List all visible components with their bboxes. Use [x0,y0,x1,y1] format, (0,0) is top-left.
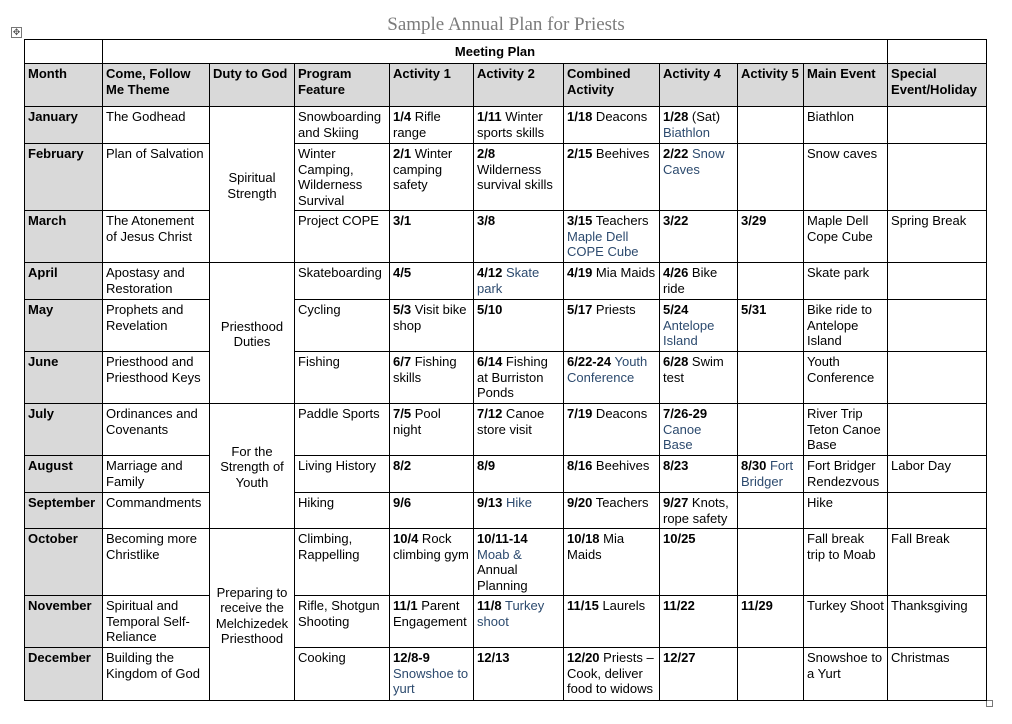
main-event-cell: River Trip Teton Canoe Base [804,404,888,456]
activity-4-link-text[interactable]: Snow Caves [663,146,725,177]
activity-5-cell [738,404,804,456]
activity-5-date: 3/29 [741,213,767,228]
activity-2-date: 6/14 [477,354,503,369]
theme-cell: Priesthood and Priesthood Keys [103,352,210,404]
feature-cell: Snowboarding and Skiing [295,107,390,144]
activity-2-date: 4/12 [477,265,503,280]
activity-2-date: 12/13 [477,650,510,665]
activity-4-cell [660,352,738,404]
activity-1-cell [390,211,474,263]
activity-1-cell [390,107,474,144]
header-activity-1: Activity 1 [390,64,474,107]
feature-cell: Fishing [295,352,390,404]
activity-4-text: (Sat) [688,109,721,124]
activity-2-link-text[interactable]: Moab & [477,546,522,562]
activity-1-text: Winter camping safety [393,146,453,192]
blank-cell [25,40,103,64]
month-cell: November [25,596,103,648]
activity-5-date: 8/30 [741,458,767,473]
feature-cell: Project COPE [295,211,390,263]
meeting-plan-row [25,40,987,64]
header-main-event: Main Event [804,64,888,107]
special-event-cell: Spring Break [888,211,987,263]
month-cell: January [25,107,103,144]
activity-4-date: 11/22 [663,598,695,613]
duty-cell: Spiritual Strength [210,107,295,263]
activity-4-date: 1/28 [663,109,689,124]
activity-2-link-text[interactable]: Skate park [477,265,540,296]
special-event-cell [888,263,987,300]
activity-5-cell [738,107,804,144]
activity-4-date: 10/25 [663,531,696,546]
activity-5-cell [738,529,804,596]
activity-5-link-text[interactable]: Fort Bridger [741,458,794,489]
activity-1-cell [390,456,474,493]
main-event-cell: Maple Dell Cope Cube [804,211,888,263]
activity-1-date: 2/1 [393,146,412,161]
activity-5-date: 11/29 [741,598,773,613]
combined-activity-date: 8/16 [567,458,593,473]
combined-activity-date: 9/20 [567,495,593,510]
activity-4-text: Knots, rope safety [663,495,729,526]
activity-5-cell [738,648,804,701]
main-event-cell: Snow caves [804,144,888,211]
activity-4-date: 9/27 [663,495,689,510]
activity-2-date: 1/11 [477,109,502,124]
activity-4-date: 3/22 [663,213,689,228]
activity-2-cell [474,456,564,493]
theme-cell: Spiritual and Temporal Self-Reliance [103,596,210,648]
table-row [25,144,987,211]
activity-2-date: 11/8 [477,598,502,613]
month-cell: August [25,456,103,493]
activity-5-cell [738,352,804,404]
combined-activity-text: Beehives [592,458,650,473]
activity-2-cell [474,107,564,144]
theme-cell: Commandments [103,493,210,529]
combined-activity-text: Deacons [592,406,648,421]
activity-2-text: Annual Planning [477,562,528,593]
feature-cell: Living History [295,456,390,493]
activity-2-cell [474,404,564,456]
activity-4-date: 7/26-29 [663,406,708,421]
activity-1-text: Fishing skills [393,354,457,385]
activity-1-date: 1/4 [393,109,412,124]
main-event-cell: Skate park [804,263,888,300]
activity-2-date: 7/12 [477,406,503,421]
activity-4-cell [660,404,738,456]
activity-2-cell [474,263,564,300]
month-cell: April [25,263,103,300]
activity-2-cell [474,300,564,352]
theme-cell: Prophets and Revelation [103,300,210,352]
month-cell: February [25,144,103,211]
activity-4-cell [660,456,738,493]
header-activity-4: Activity 4 [660,64,738,107]
table-row [25,648,987,701]
activity-1-date: 7/5 [393,406,412,421]
theme-cell: Building the Kingdom of God [103,648,210,701]
combined-activity-text: Teachers [592,213,649,228]
document-title: Sample Annual Plan for Priests [387,14,625,35]
activity-2-cell [474,596,564,648]
combined-activity-cell [564,493,660,529]
activity-5-cell [738,456,804,493]
combined-activity-text: Teachers [592,495,649,510]
combined-activity-date: 5/17 [567,302,593,317]
activity-4-date: 4/26 [663,265,689,280]
main-event-cell: Biathlon [804,107,888,144]
activity-1-date: 3/1 [393,213,412,228]
combined-activity-cell [564,300,660,352]
feature-cell: Rifle, Shotgun Shooting [295,596,390,648]
activity-2-text: Canoe store visit [477,406,545,437]
special-event-cell [888,300,987,352]
activity-1-cell [390,352,474,404]
activity-4-date: 8/23 [663,458,689,473]
header-duty: Duty to God [210,64,295,107]
activity-2-link-text[interactable]: Turkey shoot [477,598,545,629]
activity-1-date: 12/8-9 [393,650,430,665]
theme-cell: Plan of Salvation [103,144,210,211]
table-row [25,107,987,144]
activity-4-text: Bike ride [663,265,718,296]
activity-4-cell [660,144,738,211]
month-cell: March [25,211,103,263]
activity-2-cell [474,529,564,596]
activity-4-date: 12/27 [663,650,696,665]
table-resize-handle[interactable] [986,700,993,707]
table-row [25,300,987,352]
meeting-plan-header: Meeting Plan [103,40,888,64]
activity-1-text: Parent Engagement [393,598,467,629]
combined-activity-cell [564,596,660,648]
activity-2-date: 9/13 [477,495,503,510]
activity-1-date: 11/1 [393,598,418,613]
combined-activity-cell [564,144,660,211]
activity-1-cell [390,300,474,352]
duty-cell: For the Strength of Youth [210,404,295,529]
activity-1-link-text[interactable]: Snowshoe to yurt [393,665,469,696]
combined-activity-text: Priests – Cook, deliver food to widows [567,650,654,696]
theme-cell: Marriage and Family [103,456,210,493]
special-event-cell: Fall Break [888,529,987,596]
activity-1-date: 5/3 [393,302,412,317]
table-row [25,352,987,404]
table-row [25,211,987,263]
header-special: Special Event/Holiday [888,64,987,107]
special-event-cell [888,144,987,211]
activity-4-cell [660,211,738,263]
activity-1-cell [390,596,474,648]
activity-2-date: 5/10 [477,302,503,317]
main-event-cell: Turkey Shoot [804,596,888,648]
theme-cell: Ordinances and Covenants [103,404,210,456]
combined-activity-cell [564,456,660,493]
combined-activity-date: 11/15 [567,598,599,613]
activity-4-cell [660,493,738,529]
table-move-handle-icon[interactable]: ✥ [12,27,21,37]
main-event-cell: Youth Conference [804,352,888,404]
combined-activity-date: 2/15 [567,146,593,161]
combined-activity-cell [564,648,660,701]
activity-2-date: 2/8 [477,146,496,161]
activity-1-text: Rock climbing gym [393,531,469,562]
theme-cell: Apostasy and Restoration [103,263,210,300]
activity-1-text: Visit bike shop [393,302,467,333]
combined-activity-text: Priests [592,302,636,317]
activity-2-cell [474,352,564,404]
activity-1-date: 9/6 [393,495,412,510]
table-row [25,404,987,456]
theme-cell: The Atonement of Jesus Christ [103,211,210,263]
activity-2-text: Wilderness survival skills [477,161,553,192]
table-row [25,596,987,648]
combined-activity-date: 10/18 [567,531,600,546]
combined-activity-cell [564,352,660,404]
activity-2-cell [474,211,564,263]
column-header-row [25,64,987,107]
combined-activity-date: 12/20 [567,650,600,665]
activity-2-date: 10/11-14 [477,531,528,546]
activity-4-date: 5/24 [663,302,689,317]
activity-1-cell [390,263,474,300]
activity-2-text: Fishing at Burriston Ponds [477,354,548,400]
activity-4-link-text[interactable]: Biathlon [663,124,710,140]
combined-activity-cell [564,107,660,144]
header-combined: Combined Activity [564,64,660,107]
activity-4-cell [660,107,738,144]
combined-activity-cell [564,263,660,300]
activity-2-date: 8/9 [477,458,496,473]
feature-cell: Hiking [295,493,390,529]
activity-4-cell [660,529,738,596]
month-cell: July [25,404,103,456]
combined-activity-text: Mia Maids [567,531,625,562]
combined-activity-date: 6/22-24 [567,354,612,369]
combined-activity-cell [564,529,660,596]
header-theme: Come, Follow Me Theme [103,64,210,107]
header-feature: Program Feature [295,64,390,107]
activity-2-date: 3/8 [477,213,496,228]
main-event-cell: Fort Bridger Rendezvous [804,456,888,493]
activity-1-cell [390,144,474,211]
activity-5-cell [738,263,804,300]
month-cell: May [25,300,103,352]
feature-cell: Cycling [295,300,390,352]
combined-activity-date: 4/19 [567,265,593,280]
main-event-cell: Hike [804,493,888,529]
month-cell: September [25,493,103,529]
special-event-cell [888,404,987,456]
table-row [25,529,987,596]
activity-4-date: 2/22 [663,146,689,161]
feature-cell: Winter Camping, Wilderness Survival [295,144,390,211]
combined-activity-date: 7/19 [567,406,593,421]
activity-1-date: 10/4 [393,531,419,546]
activity-5-cell [738,493,804,529]
activity-5-cell [738,596,804,648]
duty-cell: Priesthood Duties [210,263,295,404]
combined-activity-cell [564,211,660,263]
activity-2-cell [474,493,564,529]
theme-cell: Becoming more Christlike [103,529,210,596]
main-event-cell: Bike ride to Antelope Island [804,300,888,352]
feature-cell: Climbing, Rappelling [295,529,390,596]
activity-4-cell [660,263,738,300]
main-event-cell: Snowshoe to a Yurt [804,648,888,701]
activity-1-cell [390,529,474,596]
main-event-cell: Fall break trip to Moab [804,529,888,596]
theme-cell: The Godhead [103,107,210,144]
combined-activity-cell [564,404,660,456]
activity-4-cell [660,300,738,352]
activity-5-cell [738,144,804,211]
special-event-cell: Thanksgiving [888,596,987,648]
activity-1-date: 6/7 [393,354,412,369]
activity-4-link-text[interactable]: Canoe Base [663,421,702,452]
combined-activity-link-text[interactable]: Maple Dell COPE Cube [567,228,639,259]
header-activity-5: Activity 5 [738,64,804,107]
special-event-cell [888,352,987,404]
activity-1-date: 8/2 [393,458,412,473]
activity-4-cell [660,648,738,701]
combined-activity-date: 1/18 [567,109,593,124]
month-cell: December [25,648,103,701]
activity-2-cell [474,144,564,211]
month-cell: June [25,352,103,404]
duty-cell: Preparing to receive the Melchizedek Priesthood [210,529,295,701]
combined-activity-text: Deacons [592,109,648,124]
feature-cell: Cooking [295,648,390,701]
activity-2-cell [474,648,564,701]
activity-1-cell [390,404,474,456]
activity-1-text: Pool night [393,406,441,437]
activity-2-text: Winter sports skills [477,109,545,140]
activity-4-cell [660,596,738,648]
combined-activity-text: Mia Maids [592,265,656,280]
activity-4-link-text[interactable]: Antelope Island [663,317,715,348]
activity-1-cell [390,648,474,701]
header-activity-2: Activity 2 [474,64,564,107]
activity-5-cell [738,300,804,352]
table-row [25,493,987,529]
table-row [25,263,987,300]
special-event-cell [888,493,987,529]
activity-5-cell [738,211,804,263]
header-month: Month [25,64,103,107]
combined-activity-text: Laurels [598,598,646,613]
combined-activity-text: Beehives [592,146,650,161]
special-event-cell: Labor Day [888,456,987,493]
feature-cell: Paddle Sports [295,404,390,456]
annual-plan-table [24,39,987,701]
activity-2-link-text[interactable]: Hike [505,495,532,510]
activity-1-text: Rifle range [393,109,441,140]
special-event-cell: Christmas [888,648,987,701]
special-event-cell [888,107,987,144]
feature-cell: Skateboarding [295,263,390,300]
table-row [25,456,987,493]
combined-activity-date: 3/15 [567,213,593,228]
blank-cell [888,40,987,64]
activity-4-date: 6/28 [663,354,689,369]
activity-4-text: Swim test [663,354,724,385]
activity-5-date: 5/31 [741,302,767,317]
combined-activity-link-text[interactable]: Youth Conference [567,354,648,385]
month-cell: October [25,529,103,596]
activity-1-date: 4/5 [393,265,412,280]
activity-1-cell [390,493,474,529]
